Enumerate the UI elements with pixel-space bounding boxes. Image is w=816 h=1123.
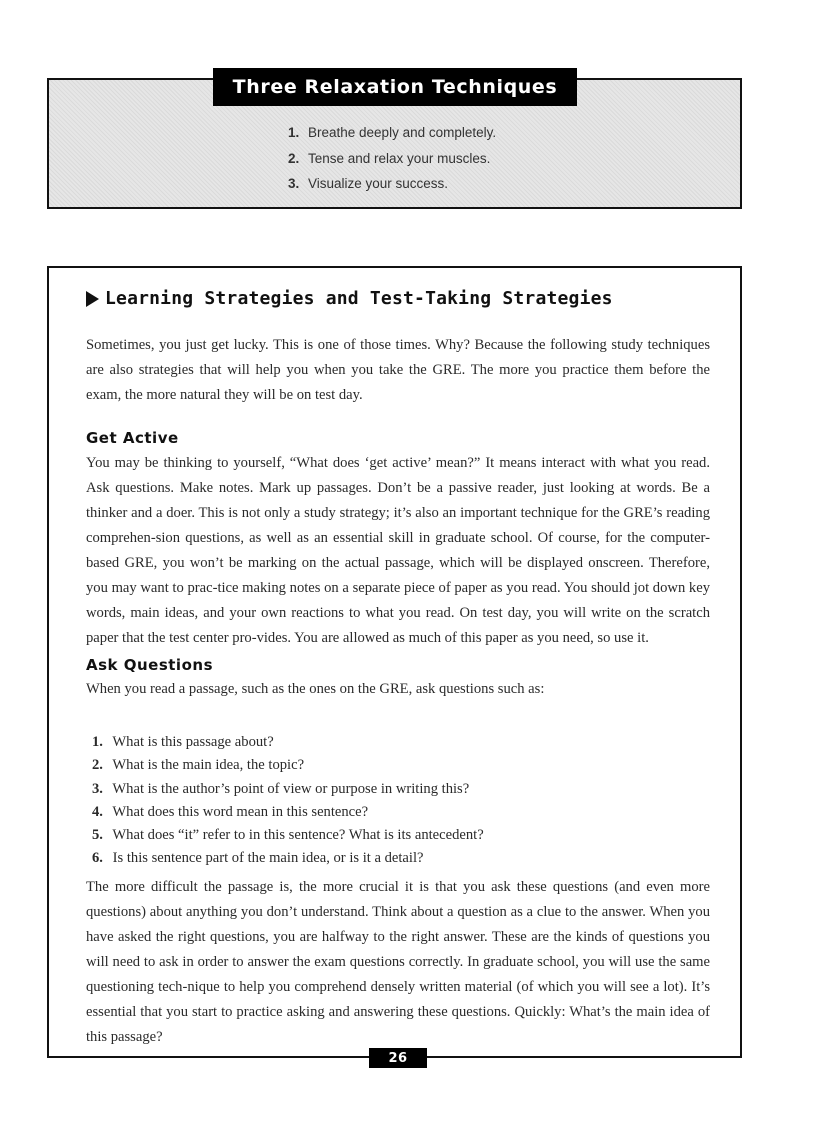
question-list	[92, 731, 484, 871]
closing-paragraph: The more difficult the passage is, the more crucial it is that you ask these questions (and even more questions) about anything you don’t understand. Think about a question as a clue to the answer. When you have asked the right questions, you are halfway to the right answer. These are the kinds of questions you will need to ask in order to answer the exam questions correctly. In graduate school, you will use the same questioning tech-nique to help you comprehend densely written material (of which you will see a lot). It’s essential that you start to practice asking and answering these questions. Quickly: What’s the main idea of this passage?	[86, 879, 710, 1045]
list-item	[92, 801, 484, 824]
list-item	[92, 778, 484, 801]
list-item	[288, 150, 496, 176]
list-item	[92, 824, 484, 847]
intro-paragraph: Sometimes, you just get lucky. This is one of those times. Why? Because the following study techniques are also strategies that will help you when you take the GRE. The more you practice them before the exam, the more natural they will be on test day.	[86, 337, 710, 403]
page-number: 26	[369, 1048, 427, 1068]
technique-list	[288, 124, 496, 201]
list-text: What does this word mean in this sentence?	[112, 803, 369, 820]
get-active-heading: Get Active	[86, 429, 179, 447]
list-number: 1.	[288, 125, 300, 140]
list-text: What is this passage about?	[112, 734, 274, 750]
list-item	[288, 124, 496, 150]
list-text: Is this sentence part of the main idea, or is it a detail?	[112, 850, 424, 867]
list-text: Visualize your success.	[308, 176, 449, 191]
ask-questions-heading: Ask Questions	[86, 656, 213, 674]
list-text: Breathe deeply and completely.	[308, 125, 497, 140]
list-number: 3.	[288, 176, 300, 191]
ask-questions-intro: When you read a passage, such as the ones on the GRE, ask questions such as:	[86, 681, 545, 697]
arrow-right-icon	[86, 291, 99, 307]
list-number: 4.	[92, 803, 103, 820]
get-active-paragraph: You may be thinking to yourself, “What does ‘get active’ mean?” It means interact with what you read. Ask questions. Make notes. Mark up passages. Don’t be a passive reader, just looking at words. Be a thinker and a doer. This is not only a study strategy; it’s also an important technique for the GRE’s reading comprehen-sion questions, as well as an essential skill in graduate school. Of course, for the computer-based GRE, you won’t be marking on the actual passage, which will be displayed onscreen. Therefore, you may want to prac-tice making notes on a separate piece of paper as you read. You should jot down key words, main ideas, and your own reactions to what you read. On test day, you will write on the scratch paper that the test center pro-vides. You are allowed as much of this paper as you need, so use it.	[86, 455, 710, 646]
list-text: Tense and relax your muscles.	[308, 150, 491, 166]
list-item	[288, 175, 496, 201]
list-number: 3.	[92, 780, 103, 797]
section-title: Learning Strategies and Test-Taking Strategies	[105, 288, 613, 309]
list-item	[92, 847, 484, 870]
section-heading	[86, 288, 613, 309]
list-number: 2.	[92, 757, 103, 774]
list-number: 1.	[92, 734, 103, 750]
list-text: What is the main idea, the topic?	[112, 757, 305, 774]
list-item	[92, 754, 484, 777]
sidebar-title: Three Relaxation Techniques	[213, 68, 577, 106]
list-number: 6.	[92, 850, 103, 867]
list-text: What does “it” refer to in this sentence? What is its antecedent?	[112, 827, 484, 844]
list-text: What is the author’s point of view or purpose in writing this?	[112, 780, 470, 797]
list-number: 5.	[92, 827, 103, 844]
list-number: 2.	[288, 150, 300, 166]
list-item	[92, 731, 484, 754]
